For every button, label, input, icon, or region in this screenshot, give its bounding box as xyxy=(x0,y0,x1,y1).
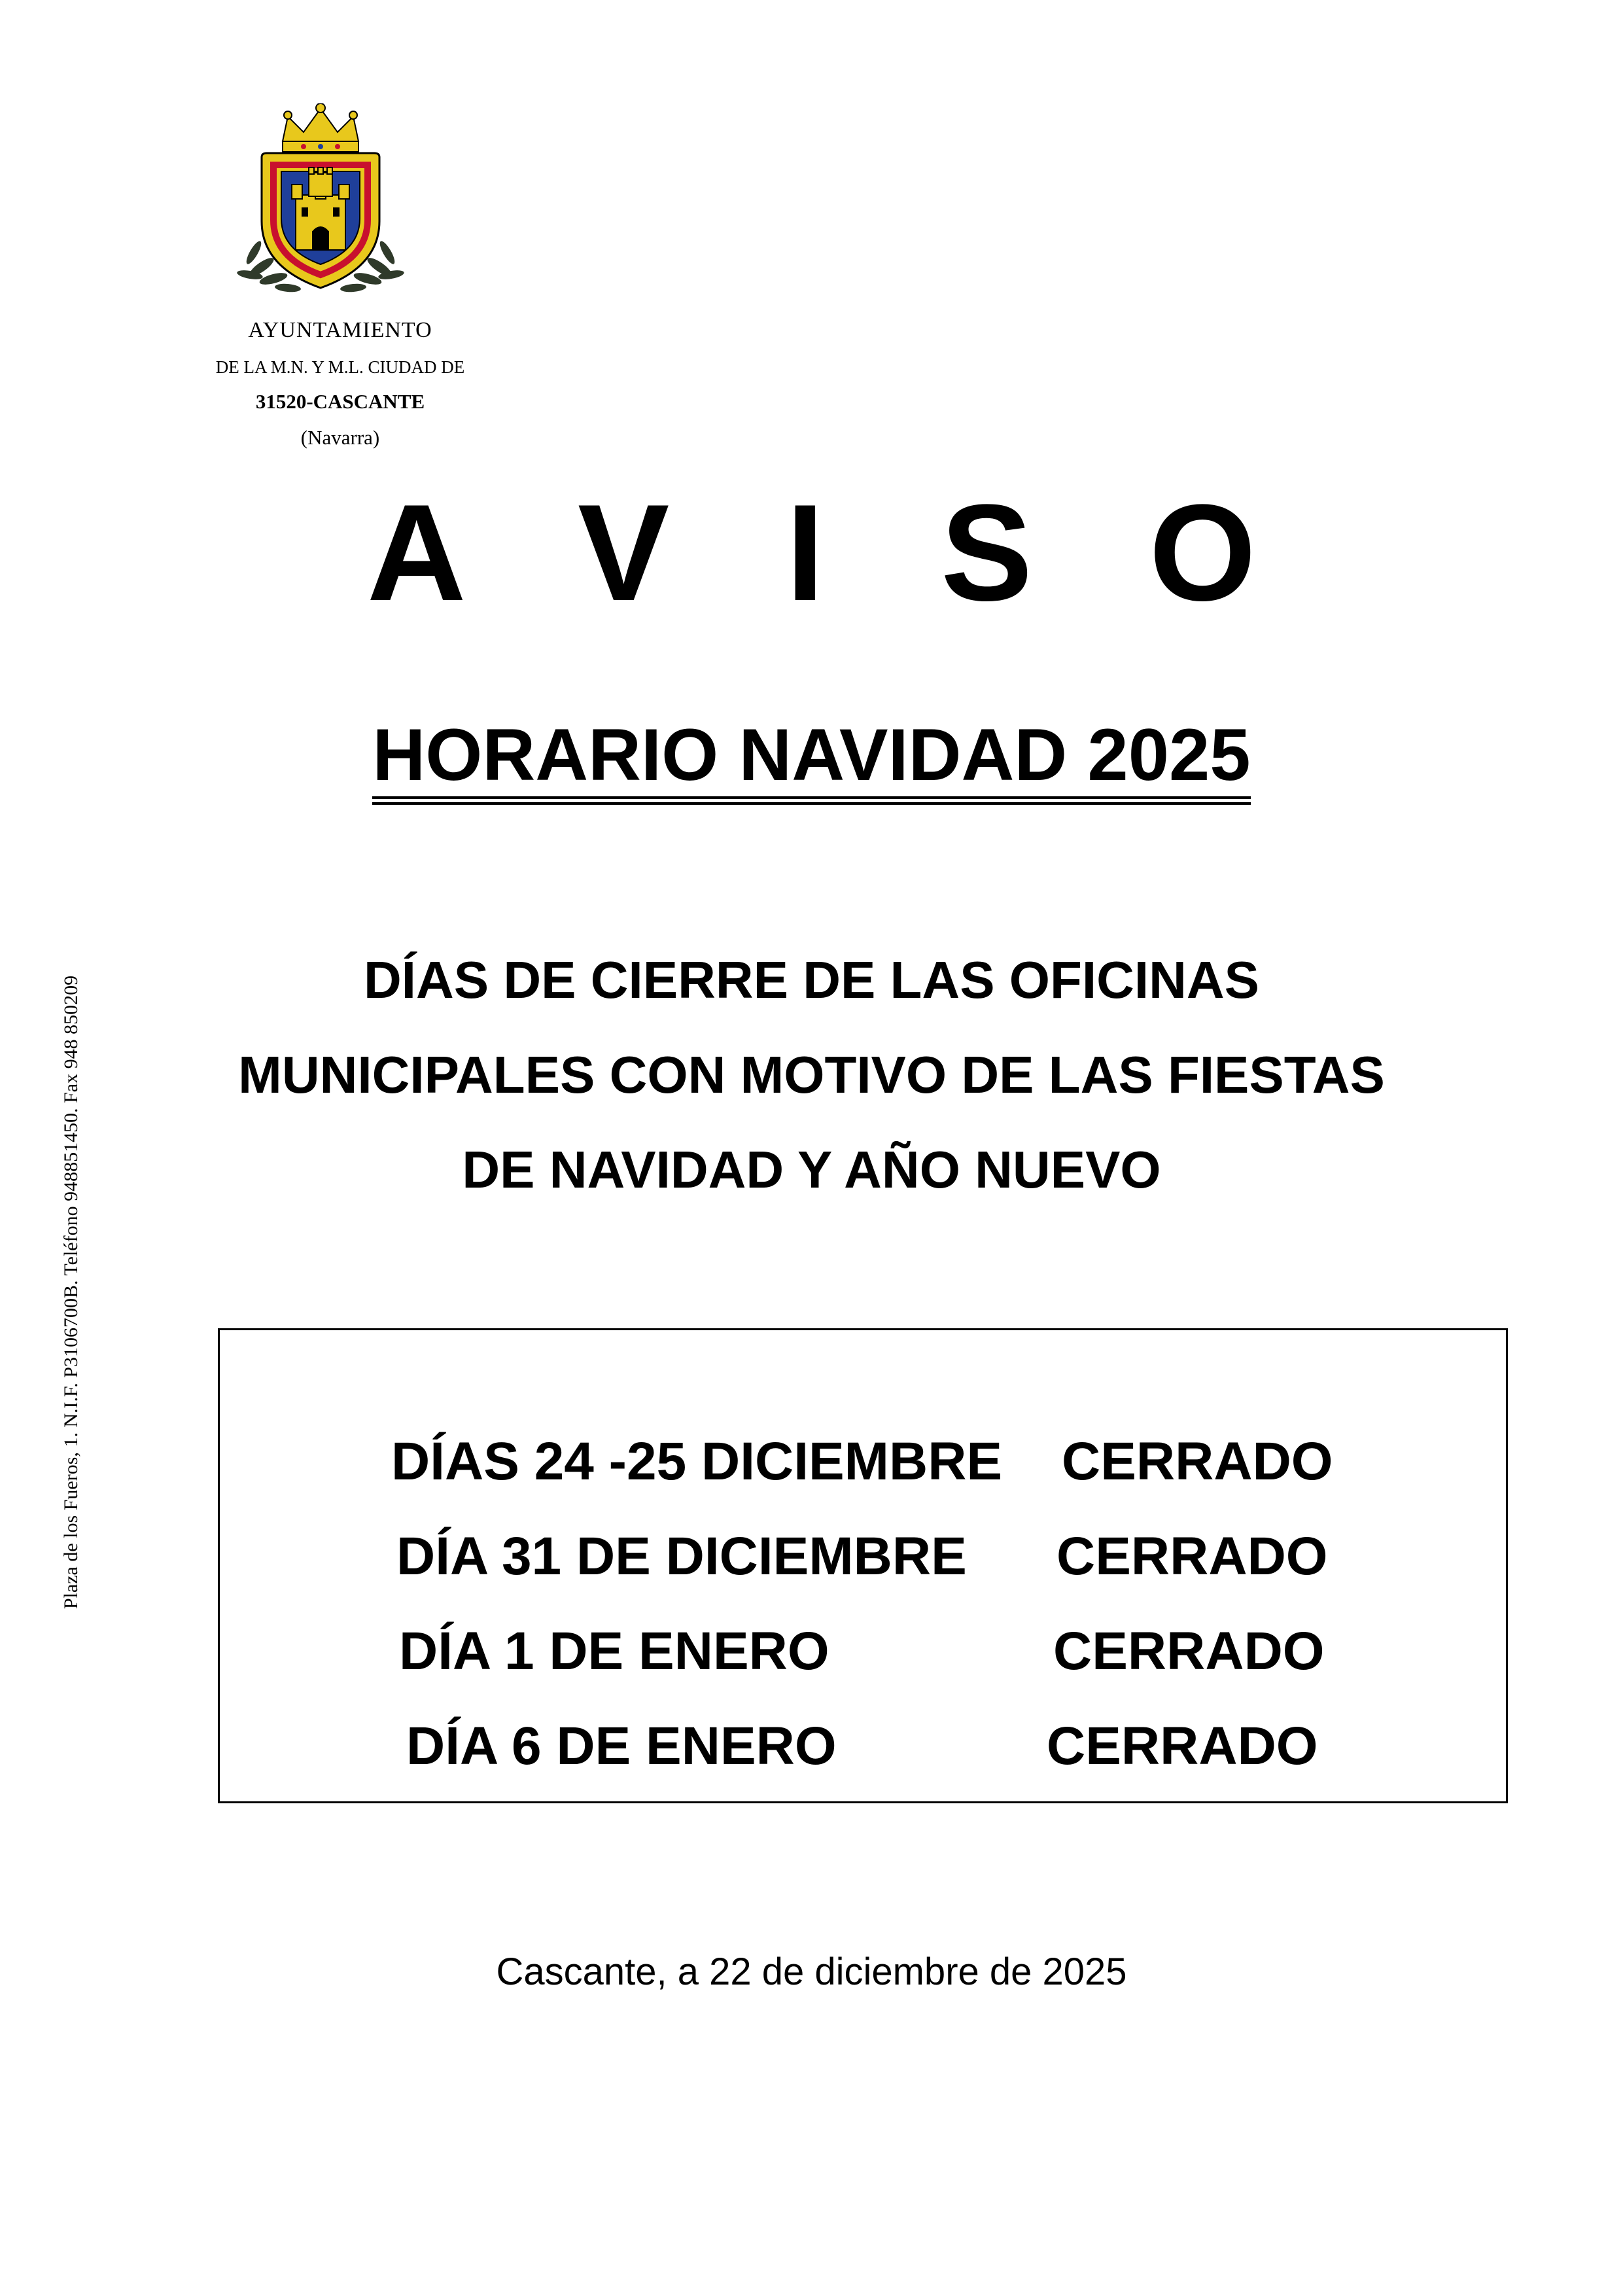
schedule-day-3: DÍA 1 DE ENERO xyxy=(399,1621,829,1681)
crown xyxy=(283,103,358,152)
date-place-line: Cascante, a 22 de diciembre de 2025 xyxy=(496,1951,1127,1993)
intro-line-2: MUNICIPALES CON MOTIVO DE LAS FIESTAS xyxy=(238,1046,1385,1104)
intro-line-1: DÍAS DE CIERRE DE LAS OFICINAS xyxy=(363,951,1260,1009)
side-address-text: Plaza de los Fueros, 1. N.I.F. P3106700B. Teléfono 948851450. Fax 948 850209 xyxy=(60,975,82,1610)
coat-of-arms-logo xyxy=(236,103,406,306)
letterhead-line-3: 31520-CASCANTE xyxy=(255,390,425,413)
letterhead-line-4: (Navarra) xyxy=(300,426,380,449)
notice-title: A V I S O xyxy=(366,476,1296,629)
schedule-day-1: DÍAS 24 -25 DICIEMBRE xyxy=(391,1432,1003,1491)
schedule-day-2: DÍA 31 DE DICIEMBRE xyxy=(396,1527,967,1586)
letterhead-line-2: DE LA M.N. Y M.L. CIUDAD DE xyxy=(215,357,465,377)
notice-subtitle-wrap xyxy=(0,716,1623,805)
schedule-day-4: DÍA 6 DE ENERO xyxy=(406,1716,837,1776)
notice-subtitle: HORARIO NAVIDAD 2025 xyxy=(372,716,1250,805)
letterhead-line-1: AYUNTAMIENTO xyxy=(248,318,432,342)
schedule-status-1: CERRADO xyxy=(1062,1432,1333,1491)
intro-line-3: DE NAVIDAD Y AÑO NUEVO xyxy=(462,1140,1161,1199)
schedule-status-4: CERRADO xyxy=(1047,1716,1318,1776)
schedule-status-3: CERRADO xyxy=(1053,1621,1325,1681)
schedule-status-2: CERRADO xyxy=(1056,1527,1328,1586)
